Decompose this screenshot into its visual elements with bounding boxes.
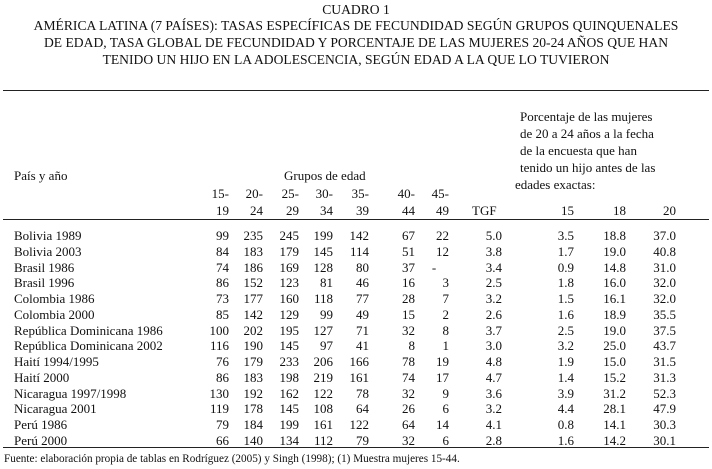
title-line: DE EDAD, TASA GLOBAL DE FECUNDIDAD Y PORCENTAJE DE LAS MUJERES 20-24 AÑOS QUE HAN bbox=[43, 35, 669, 50]
percent-cell: 16.1 bbox=[603, 291, 626, 306]
header-percent-line: edades exactas: bbox=[515, 177, 596, 192]
age-rate-cell: 51 bbox=[402, 244, 415, 259]
age-rate-cell: 219 bbox=[313, 370, 333, 385]
percent-cell: 28.1 bbox=[603, 401, 626, 416]
age-rate-cell: 97 bbox=[320, 338, 333, 353]
percent-cell: 43.7 bbox=[653, 338, 676, 353]
row-label: Bolivia 2003 bbox=[14, 244, 82, 259]
table-number: CUADRO 1 bbox=[322, 2, 390, 17]
age-rate-cell: 32 bbox=[402, 323, 415, 338]
age-group-header: 40- bbox=[397, 186, 415, 201]
age-rate-cell: 32 bbox=[402, 433, 415, 448]
age-rate-cell: 199 bbox=[279, 417, 299, 432]
age-rate-cell: 26 bbox=[402, 401, 415, 416]
row-label: Brasil 1996 bbox=[14, 275, 75, 290]
percent-cell: 0.9 bbox=[557, 260, 574, 275]
age-group-header: 44 bbox=[402, 203, 415, 218]
percent-cell: 25.0 bbox=[603, 338, 626, 353]
age-rate-cell: 130 bbox=[209, 386, 229, 401]
age-group-header: 24 bbox=[250, 203, 263, 218]
age-rate-cell: 32 bbox=[402, 386, 415, 401]
age-group-header: 45- bbox=[431, 186, 449, 201]
age-rate-cell: 134 bbox=[279, 433, 299, 448]
age-rate-cell: 108 bbox=[313, 401, 333, 416]
age-rate-cell: 37 bbox=[402, 260, 415, 275]
age-rate-cell: 19 bbox=[436, 354, 449, 369]
percent-cell: 4.4 bbox=[557, 401, 574, 416]
percent-cell: 30.3 bbox=[653, 417, 676, 432]
header-percent-line: Porcentaje de las mujeres bbox=[520, 109, 653, 124]
age-rate-cell: 99 bbox=[320, 307, 333, 322]
age-rate-cell: 77 bbox=[356, 291, 369, 306]
age-rate-cell: 6 bbox=[442, 433, 449, 448]
percent-cell: 3.9 bbox=[557, 386, 574, 401]
age-rate-cell: 78 bbox=[356, 386, 369, 401]
age-rate-cell: 186 bbox=[243, 260, 263, 275]
tgf-cell: 3.4 bbox=[485, 260, 502, 275]
percent-cell: 31.0 bbox=[653, 260, 676, 275]
percent-cell: 52.3 bbox=[653, 386, 676, 401]
tgf-cell: 4.8 bbox=[485, 354, 502, 369]
percent-cell: 15.0 bbox=[603, 354, 626, 369]
age-rate-cell: 79 bbox=[216, 417, 229, 432]
age-rate-cell: 183 bbox=[243, 244, 263, 259]
header-country-year: País y año bbox=[14, 168, 68, 183]
tgf-cell: 3.0 bbox=[485, 338, 502, 353]
age-group-header: 15- bbox=[211, 186, 229, 201]
age-rate-cell: 129 bbox=[279, 307, 299, 322]
age-group-header: 30- bbox=[315, 186, 333, 201]
age-rate-cell: 85 bbox=[216, 307, 229, 322]
age-rate-cell: 202 bbox=[243, 323, 263, 338]
age-rate-cell: 206 bbox=[313, 354, 333, 369]
age-rate-cell: 116 bbox=[209, 338, 229, 353]
percent-cell: 1.6 bbox=[557, 307, 574, 322]
age-rate-cell: 74 bbox=[402, 370, 415, 385]
age-rate-cell: 8 bbox=[442, 323, 449, 338]
percent-cell: 18.8 bbox=[603, 228, 626, 243]
age-rate-cell: 123 bbox=[279, 275, 299, 290]
age-group-header: 34 bbox=[320, 203, 333, 218]
age-rate-cell: 162 bbox=[279, 386, 299, 401]
age-rate-cell: 145 bbox=[313, 244, 333, 259]
percent-cell: 35.5 bbox=[653, 307, 676, 322]
age-rate-cell: 14 bbox=[436, 417, 449, 432]
age-rate-cell: 64 bbox=[356, 401, 369, 416]
percent-cell: 31.2 bbox=[603, 386, 626, 401]
age-rate-cell: 118 bbox=[313, 291, 333, 306]
age-rate-cell: 198 bbox=[279, 370, 299, 385]
age-rate-cell: 119 bbox=[209, 401, 229, 416]
age-rate-cell: - bbox=[431, 260, 437, 275]
row-label: Perú 1986 bbox=[14, 417, 68, 432]
percent-cell: 14.8 bbox=[603, 260, 626, 275]
row-label: Haití 1994/1995 bbox=[14, 354, 99, 369]
header-exact-age: 18 bbox=[613, 203, 626, 218]
age-rate-cell: 84 bbox=[216, 244, 229, 259]
age-rate-cell: 12 bbox=[436, 244, 449, 259]
tgf-cell: 5.0 bbox=[485, 228, 502, 243]
row-label: Perú 2000 bbox=[14, 433, 68, 448]
tgf-cell: 2.8 bbox=[485, 433, 502, 448]
age-rate-cell: 81 bbox=[320, 275, 333, 290]
header-exact-age: 20 bbox=[663, 203, 676, 218]
percent-cell: 32.0 bbox=[653, 291, 676, 306]
percent-cell: 3.5 bbox=[557, 228, 574, 243]
row-label: Nicaragua 1997/1998 bbox=[14, 386, 127, 401]
header-tgf: TGF bbox=[472, 203, 497, 218]
age-rate-cell: 152 bbox=[243, 275, 263, 290]
percent-cell: 1.8 bbox=[557, 275, 574, 290]
age-rate-cell: 161 bbox=[313, 417, 333, 432]
age-rate-cell: 16 bbox=[402, 275, 415, 290]
header-age-groups: Grupos de edad bbox=[284, 168, 366, 183]
age-rate-cell: 177 bbox=[243, 291, 263, 306]
age-rate-cell: 15 bbox=[402, 307, 415, 322]
title-line: AMÉRICA LATINA (7 PAÍSES): TASAS ESPECÍFICAS DE FECUNDIDAD SEGÚN GRUPOS QUINQUENALES bbox=[33, 18, 679, 33]
age-group-header: 19 bbox=[216, 203, 229, 218]
age-rate-cell: 8 bbox=[408, 338, 415, 353]
percent-cell: 18.9 bbox=[603, 307, 626, 322]
percent-cell: 32.0 bbox=[653, 275, 676, 290]
row-label: Colombia 2000 bbox=[14, 307, 95, 322]
percent-cell: 3.2 bbox=[557, 338, 574, 353]
age-rate-cell: 127 bbox=[313, 323, 333, 338]
age-rate-cell: 67 bbox=[402, 228, 415, 243]
age-rate-cell: 9 bbox=[442, 386, 449, 401]
row-label: República Dominicana 2002 bbox=[14, 338, 163, 353]
percent-cell: 1.5 bbox=[557, 291, 574, 306]
percent-cell: 19.0 bbox=[603, 244, 626, 259]
row-label: Haití 2000 bbox=[14, 370, 70, 385]
percent-cell: 2.5 bbox=[557, 323, 574, 338]
percent-cell: 1.6 bbox=[557, 433, 574, 448]
age-rate-cell: 71 bbox=[356, 323, 369, 338]
tgf-cell: 3.7 bbox=[485, 323, 502, 338]
percent-cell: 31.5 bbox=[653, 354, 676, 369]
age-rate-cell: 166 bbox=[349, 354, 369, 369]
age-rate-cell: 145 bbox=[279, 401, 299, 416]
percent-cell: 31.3 bbox=[653, 370, 676, 385]
age-rate-cell: 192 bbox=[243, 386, 263, 401]
age-rate-cell: 6 bbox=[442, 401, 449, 416]
percent-cell: 30.1 bbox=[653, 433, 676, 448]
age-rate-cell: 169 bbox=[279, 260, 299, 275]
age-group-header: 29 bbox=[286, 203, 299, 218]
percent-cell: 14.2 bbox=[603, 433, 626, 448]
percent-cell: 40.8 bbox=[653, 244, 676, 259]
age-rate-cell: 76 bbox=[216, 354, 229, 369]
age-rate-cell: 86 bbox=[216, 275, 229, 290]
age-rate-cell: 183 bbox=[243, 370, 263, 385]
age-rate-cell: 128 bbox=[313, 260, 333, 275]
row-label: Brasil 1986 bbox=[14, 260, 75, 275]
age-rate-cell: 161 bbox=[349, 370, 369, 385]
percent-cell: 47.9 bbox=[653, 401, 676, 416]
percent-cell: 15.2 bbox=[603, 370, 626, 385]
percent-cell: 0.8 bbox=[557, 417, 574, 432]
tgf-cell: 3.2 bbox=[485, 291, 502, 306]
top-rule bbox=[3, 90, 709, 91]
title-line: TENIDO UN HIJO EN LA ADOLESCENCIA, SEGÚN EDAD A LA QUE LO TUVIERON bbox=[102, 52, 610, 67]
age-rate-cell: 46 bbox=[356, 275, 369, 290]
age-rate-cell: 41 bbox=[356, 338, 369, 353]
header-exact-age: 15 bbox=[561, 203, 574, 218]
age-rate-cell: 114 bbox=[349, 244, 369, 259]
age-rate-cell: 184 bbox=[243, 417, 263, 432]
age-rate-cell: 235 bbox=[243, 228, 263, 243]
source-note: Fuente: elaboración propia de tablas en Rodríguez (2005) y Singh (1998); (1) Muestra mujeres 15-44. bbox=[4, 453, 460, 465]
row-label: República Dominicana 1986 bbox=[14, 323, 163, 338]
age-rate-cell: 160 bbox=[279, 291, 299, 306]
age-rate-cell: 199 bbox=[313, 228, 333, 243]
age-rate-cell: 22 bbox=[436, 228, 449, 243]
age-rate-cell: 142 bbox=[243, 307, 263, 322]
age-rate-cell: 145 bbox=[279, 338, 299, 353]
row-label: Nicaragua 2001 bbox=[14, 401, 97, 416]
percent-cell: 1.4 bbox=[557, 370, 574, 385]
tgf-cell: 4.1 bbox=[485, 417, 502, 432]
age-rate-cell: 112 bbox=[313, 433, 333, 448]
age-rate-cell: 190 bbox=[243, 338, 263, 353]
age-group-header: 25- bbox=[281, 186, 299, 201]
age-rate-cell: 195 bbox=[279, 323, 299, 338]
percent-cell: 16.0 bbox=[603, 275, 626, 290]
header-rule bbox=[3, 219, 709, 220]
percent-cell: 14.1 bbox=[603, 417, 626, 432]
tgf-cell: 2.5 bbox=[485, 275, 502, 290]
header-percent-line: de 20 a 24 años a la fecha bbox=[520, 126, 654, 141]
header-percent-line: tenido un hijo antes de las bbox=[520, 160, 656, 175]
age-rate-cell: 17 bbox=[436, 370, 449, 385]
age-rate-cell: 3 bbox=[442, 275, 449, 290]
age-group-header: 39 bbox=[356, 203, 369, 218]
age-rate-cell: 178 bbox=[243, 401, 263, 416]
age-rate-cell: 99 bbox=[216, 228, 229, 243]
age-rate-cell: 140 bbox=[243, 433, 263, 448]
percent-cell: 19.0 bbox=[603, 323, 626, 338]
age-rate-cell: 78 bbox=[402, 354, 415, 369]
age-group-header: 49 bbox=[436, 203, 449, 218]
age-rate-cell: 80 bbox=[356, 260, 369, 275]
age-rate-cell: 66 bbox=[216, 433, 229, 448]
age-rate-cell: 7 bbox=[442, 291, 449, 306]
age-rate-cell: 233 bbox=[279, 354, 299, 369]
age-rate-cell: 86 bbox=[216, 370, 229, 385]
age-rate-cell: 2 bbox=[442, 307, 449, 322]
header-percent-line: de la encuesta que han bbox=[520, 143, 637, 158]
tgf-cell: 2.6 bbox=[485, 307, 502, 322]
age-rate-cell: 73 bbox=[216, 291, 229, 306]
age-rate-cell: 179 bbox=[243, 354, 263, 369]
percent-cell: 1.9 bbox=[557, 354, 574, 369]
age-rate-cell: 122 bbox=[313, 386, 333, 401]
age-group-header: 35- bbox=[351, 186, 369, 201]
age-rate-cell: 1 bbox=[442, 338, 449, 353]
tgf-cell: 3.2 bbox=[485, 401, 502, 416]
tgf-cell: 3.8 bbox=[485, 244, 502, 259]
tgf-cell: 4.7 bbox=[485, 370, 502, 385]
age-rate-cell: 79 bbox=[356, 433, 369, 448]
age-rate-cell: 64 bbox=[402, 417, 415, 432]
age-rate-cell: 179 bbox=[279, 244, 299, 259]
row-label: Colombia 1986 bbox=[14, 291, 95, 306]
age-rate-cell: 245 bbox=[279, 228, 299, 243]
tgf-cell: 3.6 bbox=[485, 386, 502, 401]
age-rate-cell: 74 bbox=[216, 260, 229, 275]
percent-cell: 37.0 bbox=[653, 228, 676, 243]
age-rate-cell: 100 bbox=[209, 323, 229, 338]
percent-cell: 37.5 bbox=[653, 323, 676, 338]
row-label: Bolivia 1989 bbox=[14, 228, 82, 243]
age-rate-cell: 122 bbox=[349, 417, 369, 432]
percent-cell: 1.7 bbox=[557, 244, 574, 259]
age-rate-cell: 28 bbox=[402, 291, 415, 306]
age-rate-cell: 142 bbox=[349, 228, 369, 243]
age-rate-cell: 49 bbox=[356, 307, 369, 322]
age-group-header: 20- bbox=[245, 186, 263, 201]
